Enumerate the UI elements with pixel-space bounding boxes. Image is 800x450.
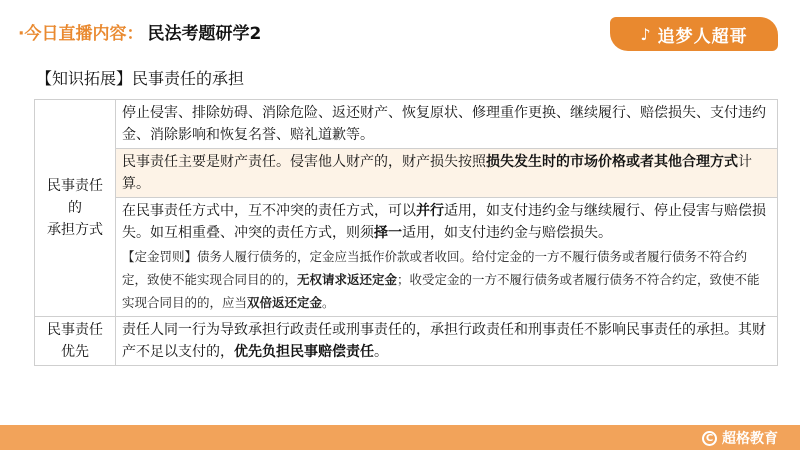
cell-text: 适用，如支付违约金与继续履行、停止侵害与赔偿损失。如互相重叠、冲突的责任方式，则须 [122,203,766,241]
deposit-rule-note [122,245,771,314]
brand-badge [610,17,778,51]
cell-bold-text: 优先负担民事赔偿责任 [234,344,374,360]
table-cell [116,317,778,366]
cell-bold-text: 损失发生时的市场价格或者其他合理方式 [486,154,738,170]
group-label-liability-methods [35,100,116,317]
group-label-line: 优先 [61,344,89,360]
note-text: ；收受定金的一方不履行债务或者履行债务不符合约定，致使不能实现合同目的的，应当 [122,272,760,310]
knowledge-table [34,99,778,366]
group-label-line: 的 [68,200,82,216]
footer-strip [0,425,800,450]
cell-text: 民事责任主要是财产责任。侵害他人财产的，财产损失按照 [122,154,486,170]
table-row [35,149,778,198]
chaoge-logo-icon: C [702,431,717,446]
music-note-icon: ♪ [640,24,652,44]
live-topic-title [18,14,261,48]
cell-paragraph [122,200,771,244]
cell-text: 适用，如支付违约金与赔偿损失。 [402,225,612,241]
table-row [35,198,778,317]
cell-text: 。 [374,344,388,360]
table-cell [116,198,778,317]
group-label-civil-priority [35,317,116,366]
table-cell [116,100,778,149]
cell-bold-text: 择一 [374,225,402,241]
note-bold-text: 无权请求返还定金 [297,272,398,287]
note-text: 。 [322,295,335,310]
group-label-line: 民事责任 [47,322,103,338]
note-text: 【定金罚则】债务人履行债务的，定金应当抵作价款或者收回。给付定金的一方不履行债务或者履行债务不符合约定，致使不能实现合同目的的， [122,249,748,287]
cell-text: 在民事责任方式中，互不冲突的责任方式，可以 [122,203,416,219]
footer-logo [702,428,778,448]
header-bar [0,0,800,60]
brand-label: 追梦人超哥 [657,26,748,47]
table-row [35,317,778,366]
live-topic-name: 民法考题研学2 [147,23,262,44]
cell-text: 停止侵害、排除妨碍、消除危险、返还财产、恢复原状、修理重作更换、继续履行、赔偿损失、支付违约金、消除影响和恢复名誉、赔礼道歉等。 [122,105,766,143]
footer-logo-label: 超格教育 [722,431,778,447]
table-row [35,100,778,149]
cell-text: 计算。 [122,154,752,192]
note-bold-text: 双倍返还定金 [247,295,323,310]
section-title: 【知识拓展】民事责任的承担 [36,69,245,88]
cell-text: 责任人同一行为导致承担行政责任或刑事责任的，承担行政责任和刑事责任不影响民事责任的承担。其财产不足以支付的， [122,322,766,360]
live-topic-prefix: ·今日直播内容： [18,23,144,44]
table-cell [116,149,778,198]
group-label-line: 民事责任 [47,178,103,194]
cell-bold-text: 并行 [416,203,444,219]
group-label-line: 承担方式 [47,222,103,238]
